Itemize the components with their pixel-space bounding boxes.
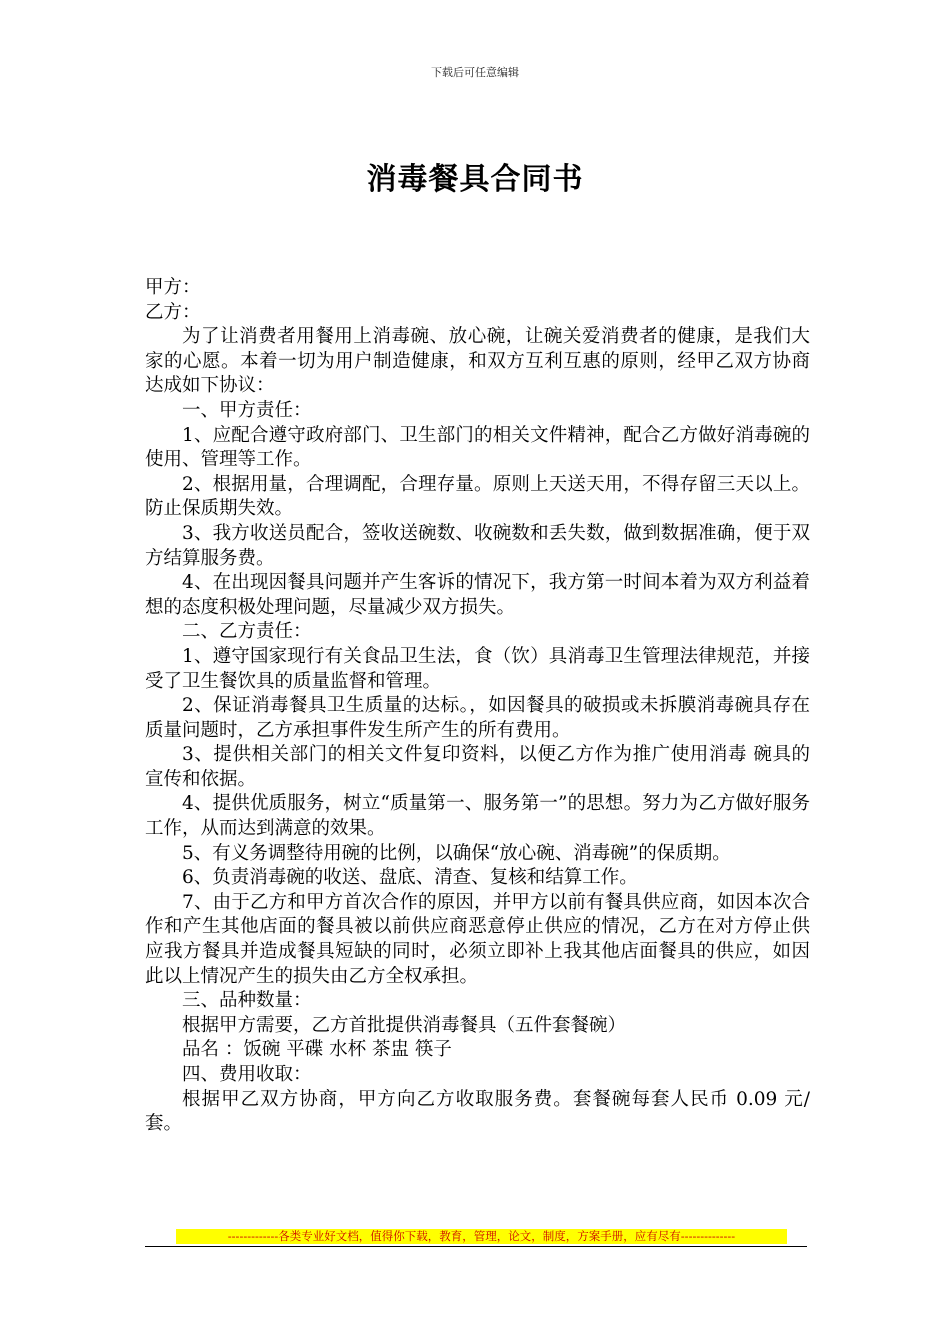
party-a-label: 甲方：	[145, 277, 201, 298]
section-heading: 三、品种数量：	[182, 990, 312, 1012]
clause: 根据甲方需要，乙方首批提供消毒餐具（五件套餐碗）	[182, 1014, 627, 1036]
clause: 4、在出现因餐具问题并产生客诉的情况下，我方第一时间本着为双方利益着想的态度积极处理问题，尽量减少双方损失。	[145, 572, 810, 618]
document-title: 消毒餐具合同书	[366, 162, 584, 197]
clause: 5、有义务调整待用碗的比例，以确保“放心碗、消毒碗”的保质期。	[182, 842, 731, 864]
section-heading: 一、甲方责任：	[182, 399, 312, 421]
footer-banner: -------------各类专业好文档，值得你下载，教育，管理，论文，制度，方案手册，应有尽有--------------	[176, 1229, 787, 1244]
clause: 1、应配合遵守政府部门、卫生部门的相关文件精神，配合乙方做好消毒碗的使用、管理等工作。	[145, 424, 810, 471]
intro-paragraph: 为了让消费者用餐用上消毒碗、放心碗，让碗关爱消费者的健康，是我们大家的心愿。本着一切为用户制造健康，和双方互利互惠的原则，经甲乙双方协商达成如下协议：	[145, 326, 810, 397]
section-heading: 二、乙方责任：	[182, 621, 312, 643]
header-note: 下载后可任意编辑	[431, 66, 519, 79]
clause: 1、遵守国家现行有关食品卫生法，食（饮）具消毒卫生管理法律规范，并接受了卫生餐饮具的质量监督和管理。	[145, 645, 810, 692]
clause: 6、负责消毒碗的收送、盘底、清查、复核和结算工作。	[182, 867, 638, 889]
party-b-label: 乙方：	[145, 301, 201, 323]
contract-body	[145, 276, 810, 1137]
clause: 2、保证消毒餐具卫生质量的达标。，如因餐具的破损或未拆膜消毒碗具存在质量问题时，乙方承担事件发生所产生的所有费用。	[145, 695, 810, 741]
clause: 3、我方收送员配合，签收送碗数、收碗数和丢失数，做到数据准确，便于双方结算服务费。	[145, 522, 810, 569]
footer-divider	[145, 1246, 807, 1247]
clause: 品名 ：饭碗 平碟 水杯 茶盅 筷子	[182, 1039, 452, 1061]
clause: 3、提供相关部门的相关文件复印资料，以便乙方作为推广使用消毒 碗具的宣传和依据。	[145, 744, 810, 790]
section-heading: 四、费用收取：	[182, 1064, 312, 1085]
clause: 4、提供优质服务，树立“质量第一、服务第一”的思想。努力为乙方做好服务工作，从而达到满意的效果。	[145, 793, 810, 840]
clause: 根据甲乙双方协商，甲方向乙方收取服务费。套餐碗每套人民币 0.09 元/套。	[145, 1088, 810, 1135]
clause: 2、根据用量，合理调配，合理存量。原则上天送天用，不得存留三天以上。防止保质期失效。	[145, 473, 810, 520]
clause: 7、由于乙方和甲方首次合作的原因，并甲方以前有餐具供应商，如因本次合作和产生其他店面的餐具被以前供应商恶意停止供应的情况，乙方在对方停止供应我方餐具并造成餐具短缺的同时，必须立即补上我其他店面餐具的供应，如因此以上情况产生的损失由乙方全权承担。	[145, 891, 810, 987]
